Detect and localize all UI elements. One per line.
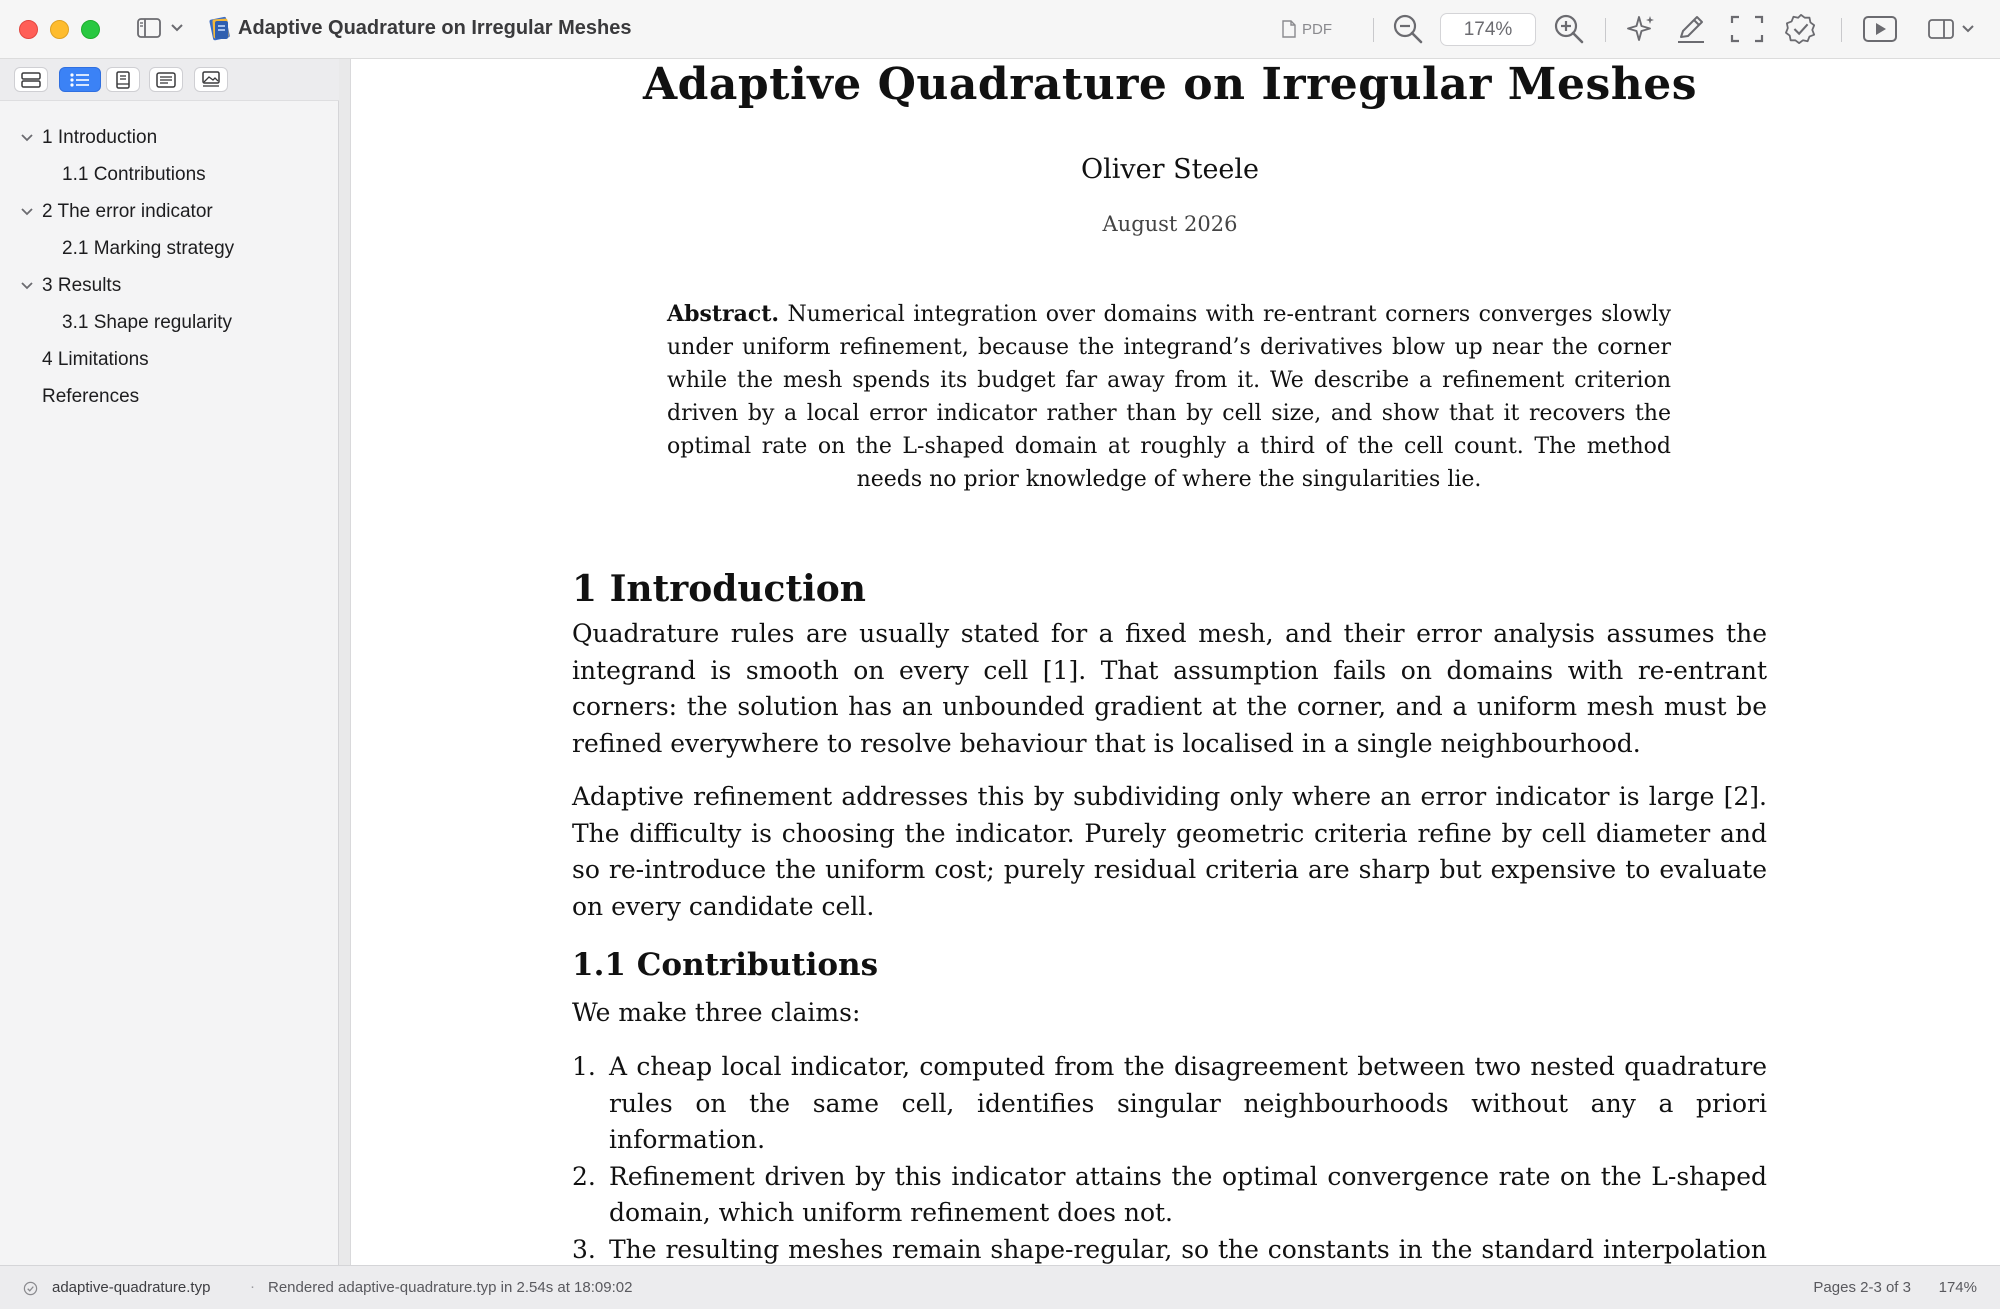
outline-item-references[interactable]: References xyxy=(42,386,140,407)
zoom-out-icon[interactable] xyxy=(1392,13,1424,45)
outline-item-introduction[interactable]: 1 Introduction xyxy=(42,127,158,148)
outline-item-results[interactable]: 3 Results xyxy=(42,275,122,296)
outline-item-contributions[interactable]: 1.1 Contributions xyxy=(62,164,206,185)
notes-icon xyxy=(156,72,176,88)
pencil-icon[interactable] xyxy=(1675,13,1707,45)
fit-screen-icon[interactable] xyxy=(1729,13,1765,45)
sidebar-toggle-icon[interactable] xyxy=(137,18,161,38)
minimize-window-button[interactable] xyxy=(50,20,69,39)
subsection-heading-contributions: 1.1 Contributions xyxy=(572,947,879,983)
verify-badge-icon[interactable] xyxy=(1784,13,1818,45)
status-separator: · xyxy=(250,1278,255,1295)
chevron-down-icon[interactable] xyxy=(1961,13,1975,45)
paragraph: We make three claims: xyxy=(572,998,861,1027)
list-number: 2. xyxy=(572,1161,596,1191)
toolbar-separator xyxy=(1605,18,1606,42)
outline-item-limitations[interactable]: 4 Limitations xyxy=(42,349,149,370)
list-text: A cheap local indicator, computed from the disagreement between two nested quadrature rules on the same cell, identifies singular neighbourhoods without any a priori information. xyxy=(609,1052,1767,1154)
list-item xyxy=(572,1049,1767,1159)
chevron-down-icon[interactable] xyxy=(21,207,33,217)
outline-view-button[interactable] xyxy=(59,67,101,92)
abstract xyxy=(667,298,1671,496)
zoom-in-icon[interactable] xyxy=(1553,13,1585,45)
status-zoom: 174% xyxy=(1938,1279,1977,1296)
maximize-window-button[interactable] xyxy=(81,20,100,39)
paper-author: Oliver Steele xyxy=(1080,154,1260,185)
outline-item-shape-regularity[interactable]: 3.1 Shape regularity xyxy=(62,312,233,333)
zoom-level-field[interactable]: 174% xyxy=(1440,13,1536,46)
status-bar xyxy=(0,1265,2000,1309)
sidebar-resize-handle[interactable] xyxy=(339,59,351,1265)
present-icon[interactable] xyxy=(1862,13,1898,45)
notes-view-button[interactable] xyxy=(149,67,183,92)
chevron-down-icon[interactable] xyxy=(21,133,33,143)
list-bullet-icon xyxy=(69,72,91,88)
export-pdf-button[interactable] xyxy=(1270,13,1344,45)
paragraph: Adaptive refinement addresses this by subdividing only where an error indicator is large [2]. The difficulty is choosing the indicator. Purely geometric criteria refine by cell diameter and so re-introduce the uniform cost; purely residual criteria are sharp but expensive to evaluate on every candidate cell. xyxy=(572,782,1767,921)
paper-date: August 2026 xyxy=(1102,212,1238,236)
outline-item-error-indicator[interactable]: 2 The error indicator xyxy=(42,201,213,222)
paper-title: Adaptive Quadrature on Irregular Meshes xyxy=(643,59,1697,110)
toolbar-separator xyxy=(1373,18,1374,42)
paragraph: Quadrature rules are usually stated for a fixed mesh, and their error analysis assumes the integrand is smooth on every cell [1]. That assumption fails on domains with re-entrant corners: the solution has an unbounded gradient at the corner, and a uniform mesh must be refined everywhere to resolve behaviour that is localised in a single neighbourhood. xyxy=(572,619,1767,758)
chevron-down-icon[interactable] xyxy=(21,281,33,291)
book-view-button[interactable] xyxy=(106,67,140,92)
page-indicator: Pages 2-3 of 3 xyxy=(1813,1279,1911,1296)
book-icon xyxy=(115,71,131,89)
abstract-label: Abstract. xyxy=(667,301,780,327)
document-icon xyxy=(207,15,233,43)
sparkle-icon[interactable] xyxy=(1625,13,1657,45)
pdf-label: PDF xyxy=(1302,20,1332,38)
toolbar-separator xyxy=(1841,18,1842,42)
list-text: The resulting meshes remain shape-regular, so the constants in the standard interpolation xyxy=(609,1234,1767,1264)
chevron-down-icon[interactable] xyxy=(170,22,184,34)
list-item xyxy=(572,1159,1767,1232)
status-filename[interactable]: adaptive-quadrature.typ xyxy=(52,1279,211,1296)
list-text: Refinement driven by this indicator attains the optimal convergence rate on the L-shaped domain, which uniform refinement does not. xyxy=(609,1161,1767,1227)
title-bar xyxy=(0,0,2000,59)
list-number: 1. xyxy=(572,1052,596,1081)
thumbnails-view-button[interactable] xyxy=(14,67,48,92)
window-title: Adaptive Quadrature on Irregular Meshes xyxy=(238,17,632,39)
thumbnails-icon xyxy=(21,72,41,88)
close-window-button[interactable] xyxy=(19,20,38,39)
pdf-file-icon xyxy=(1282,20,1296,38)
section-heading-introduction: 1 Introduction xyxy=(572,568,866,610)
sidebar-view-switcher xyxy=(0,59,339,101)
image-icon xyxy=(201,71,221,89)
status-message: Rendered adaptive-quadrature.typ in 2.54s at 18:09:02 xyxy=(268,1279,633,1296)
list-number: 3. xyxy=(572,1234,596,1264)
abstract-text: Numerical integration over domains with re-entrant corners converges slowly under uniform refinement, because the integrand’s derivatives blow up near the corner while the mesh spends its budget far away from it. We describe a refinement criterion driven by a local error indicator rather than by cell size, and show that it recovers the optimal rate on the L-shaped domain at roughly a third of the cell count. The method needs no prior knowledge of where the singularities lie. xyxy=(667,302,1671,492)
images-view-button[interactable] xyxy=(194,67,228,92)
document-preview[interactable] xyxy=(351,59,2000,1265)
checkmark-circle-icon xyxy=(23,1281,38,1296)
inspector-icon[interactable] xyxy=(1928,13,1954,45)
outline-item-marking-strategy[interactable]: 2.1 Marking strategy xyxy=(62,238,235,259)
sidebar xyxy=(0,59,339,1265)
